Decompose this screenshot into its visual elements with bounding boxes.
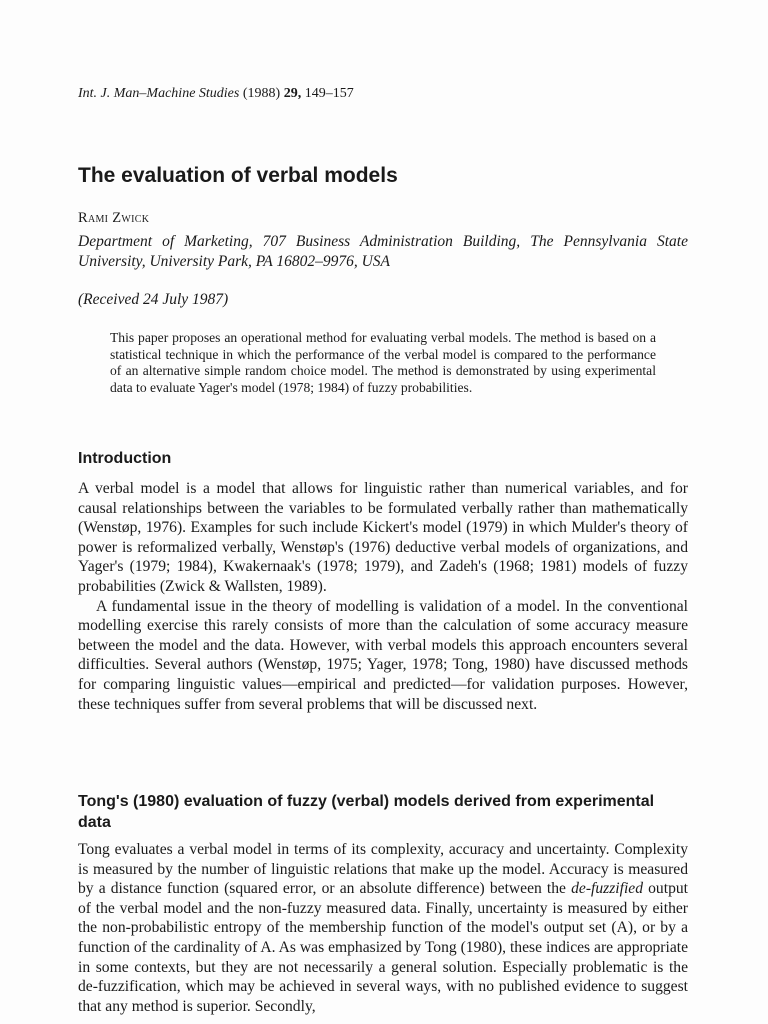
journal-pages: 149–157 — [304, 86, 354, 101]
journal-citation — [78, 86, 354, 102]
intro-paragraph-1: A verbal model is a model that allows for linguistic rather than numerical variables, and for causal relationships between the variables to be formulated verbally rather than mathematically (Wenstøp, 1976). Examples for such include Kickert's model (1979) in which Mulder's theory of power is reformalized verbally, Wenstøp's (1976) deductive verbal models of organizations, and Yager's (1979; 1984), Kwakernaak's (1978; 1979), and Zadeh's (1968; 1981) models of fuzzy probabilities (Zwick & Wallsten, 1989). — [78, 480, 688, 595]
defuzzified-emphasis: de-fuzzified — [571, 880, 644, 898]
received-date: (Received 24 July 1987) — [78, 291, 229, 308]
paper-title: The evaluation of verbal models — [78, 164, 398, 187]
section-heading-tong: Tong's (1980) evaluation of fuzzy (verbal) models derived from experimental data — [78, 793, 655, 831]
author-affiliation: Department of Marketing, 707 Business Administration Building, The Pennsylvania State University, University Park, PA 16802–9976, USA — [78, 233, 688, 270]
abstract: This paper proposes an operational method for evaluating verbal models. The method is based on a statistical technique in which the performance of the verbal model is compared to the performance of an alternative simple random choice model. The method is demonstrated by using experimental data to evaluate Yager's model (1978; 1984) of fuzzy probabilities. — [110, 330, 656, 395]
section-heading-introduction: Introduction — [78, 450, 172, 467]
introduction-body — [78, 479, 688, 714]
tong-text-part-2: output of the verbal model and the non-fuzzy measured data. Finally, uncertainty is measured by either the non-probabilistic entropy of the membership function of the model's output set (A), or by a function of the cardinality of A. As was emphasized by Tong (1980), these indices are appropriate in some contexts, but they are not necessarily a general solution. Especially problematic is the de-fuzzification, which may be achieved in several ways, with no published evidence to suggest that any method is superior. Secondly, — [78, 880, 688, 1015]
tong-text-part-1: Tong evaluates a verbal model in terms of its complexity, accuracy and uncertainty. Complexity is measured by the number of linguistic relations that make up the model. Accuracy is measured by a distance function (squared error, or an absolute difference) between the — [78, 841, 688, 898]
intro-paragraph-2: A fundamental issue in the theory of modelling is validation of a model. In the conventional modelling exercise this rarely consists of more than the calculation of some accuracy measure between the model and the data. However, with verbal models this approach encounters several difficulties. Several authors (Wenstøp, 1975; Yager, 1978; Tong, 1980) have discussed methods for comparing linguistic values—empirical and predicted—for validation purposes. However, these techniques suffer from several problems that will be discussed next. — [78, 597, 688, 713]
journal-volume: 29, — [283, 86, 302, 101]
tong-paragraph-1 — [78, 840, 688, 1016]
author-name: Rami Zwick — [78, 210, 150, 226]
tong-section-body — [78, 840, 688, 1016]
journal-name: Int. J. Man–Machine Studies — [78, 86, 240, 101]
journal-year: (1988) — [242, 86, 281, 101]
